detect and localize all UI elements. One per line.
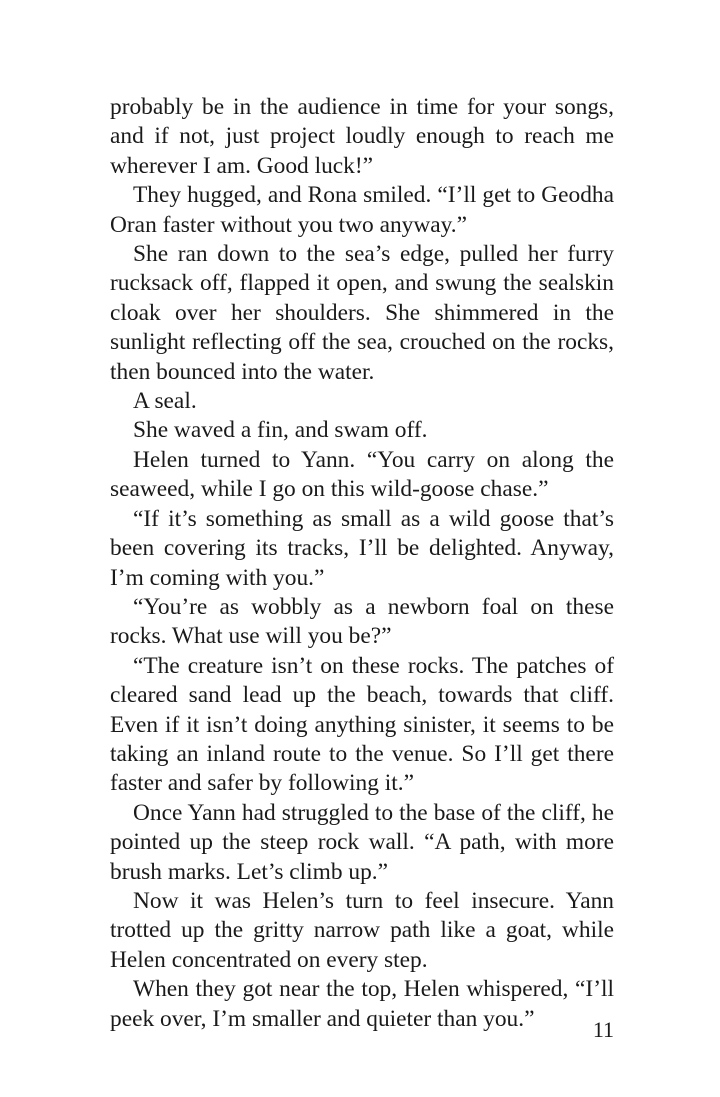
paragraph: A seal. [133, 388, 197, 415]
paragraph: She waved a fin, and swam off. [133, 417, 428, 444]
page-number: 11 [592, 1017, 614, 1042]
paragraph: “If it’s something as small as a wild goose that’s been covering its tracks, I’ll be delighted. Anyway, I’m coming with you.” [110, 505, 614, 591]
paragraph: Now it was Helen’s turn to feel insecure. Yann trotted up the gritty narrow path like a goat, while Helen concentrated on every step. [110, 887, 614, 973]
paragraph: “The creature isn’t on these rocks. The patches of cleared sand lead up the beach, towards that cliff. Even if it isn’t doing anything sinister, it seems to be taking an inland route to the venue. So I’ll get there faster and safer by following it.” [110, 652, 614, 797]
page-body [110, 93, 614, 1034]
paragraph: Helen turned to Yann. “You carry on along the seaweed, while I go on this wild-goose chase.” [110, 446, 614, 503]
paragraph: “You’re as wobbly as a newborn foal on these rocks. What use will you be?” [110, 593, 614, 650]
paragraph: probably be in the audience in time for your songs, and if not, just project loudly enough to reach me wherever I am. Good luck!” [110, 94, 614, 179]
paragraph: When they got near the top, Helen whispered, “I’ll peek over, I’m smaller and quieter than you.” [110, 976, 614, 1032]
paragraph: She ran down to the sea’s edge, pulled her furry rucksack off, flapped it open, and swung the sealskin cloak over her shoulders. She shimmered in the sunlight reflecting off the sea, crouched on the rocks, then bounced into the water. [110, 241, 614, 385]
paragraph: They hugged, and Rona smiled. “I’ll get to Geodha Oran faster without you two anyway.” [110, 182, 614, 238]
paragraph: Once Yann had struggled to the base of the cliff, he pointed up the steep rock wall. “A path, with more brush marks. Let’s climb up.” [110, 799, 614, 885]
